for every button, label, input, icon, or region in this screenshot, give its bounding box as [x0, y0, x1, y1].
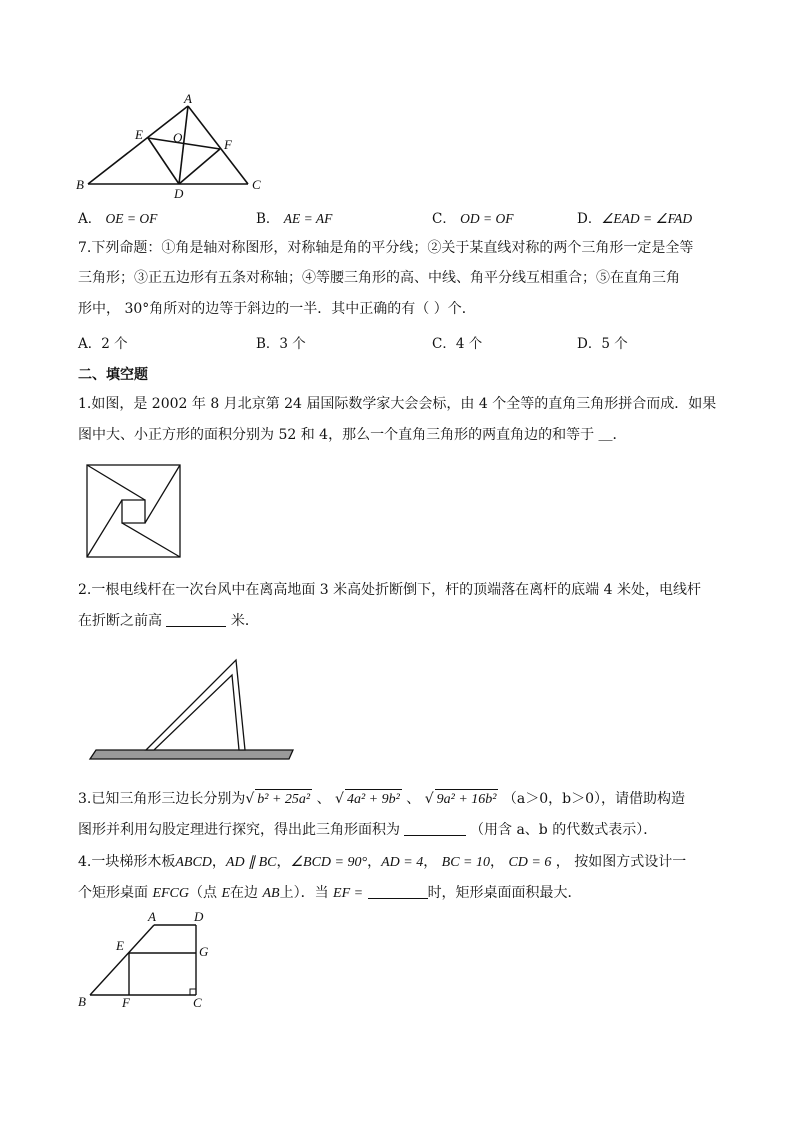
q6-option-c: C． OD = OF: [432, 211, 514, 227]
fig1-label-c: C: [252, 177, 261, 192]
fig1-label-o: O: [173, 130, 183, 145]
q3-root-2: 4a² + 9b²: [345, 789, 402, 810]
fig4-label-f: F: [122, 995, 130, 1010]
fig1-label-d: D: [174, 186, 184, 201]
fig4-label-d: D: [194, 909, 204, 924]
q3-root-1: b² + 25a²: [255, 789, 312, 810]
broken-pole-figure: [84, 652, 299, 767]
q7-option-a: A．2 个: [78, 336, 128, 352]
q4-line-2: 个矩形桌面 EFCG（点 E在边 AB上）．当 EF = 时，矩形桌面面积最大．: [78, 885, 582, 901]
fig1-label-a: A: [184, 92, 192, 106]
fig4-label-g: G: [199, 944, 209, 959]
q3-line-2: 图形并利用勾股定理进行探究，得出此三角形面积为 （用含 a、b 的代数式表示）．: [78, 822, 658, 838]
fig1-label-b: B: [76, 177, 84, 192]
fig1-label-e: E: [135, 127, 143, 142]
q3-root-3: 9a² + 16b²: [435, 789, 499, 810]
q7-line-1: 7.下列命题：①角是轴对称图形，对称轴是角的平分线；②关于某直线对称的两个三角形一定是全等: [78, 240, 694, 256]
fig4-label-b: B: [78, 994, 86, 1009]
q7-option-d: D．5 个: [577, 336, 628, 352]
q2-answer-blank[interactable]: [166, 612, 226, 627]
q6-option-b: B． AE = AF: [256, 211, 333, 227]
q7-line-3: 形中， 30°角所对的边等于斜边的一半．其中正确的有（ ）个．: [78, 301, 476, 317]
q7-option-b: B．3 个: [256, 336, 306, 352]
q7-option-c: C．4 个: [432, 336, 483, 352]
q4-line-1: 4.一块梯形木板ABCD，AD ∥ BC，∠BCD = 90°，AD = 4， BC = 10， CD = 6 ， 按如图方式设计一: [78, 854, 687, 870]
fig4-label-c: C: [193, 995, 202, 1010]
q1-line-1: 1.如图，是 2002 年 8 月北京第 24 届国际数学家大会会标，由 4 个全等的直角三角形拼合而成．如果: [78, 396, 717, 412]
fig4-label-a: A: [148, 909, 156, 924]
fig1-label-f: F: [224, 137, 232, 152]
trapezoid-figure: [74, 909, 219, 1011]
q2-line-2: 在折断之前高 米．: [78, 613, 259, 629]
fig4-label-e: E: [116, 938, 124, 953]
q4-answer-blank[interactable]: [368, 884, 428, 899]
q6-option-a: A． OE = OF: [78, 211, 158, 227]
q2-line-1: 2.一根电线杆在一次台风中在离高地面 3 米高处折断倒下，杆的顶端落在离杆的底端 4 米处，电线杆: [78, 582, 701, 598]
section-title-fill-in: 二、填空题: [78, 367, 148, 383]
q3-line-1: 3.已知三角形三边长分别为√ b² + 25a² 、 √ 4a² + 9b² 、 √ 9a² + 16b² （a＞0，b＞0），请借助构造: [78, 789, 685, 810]
triangle-figure-q6: [70, 92, 270, 202]
square-pinwheel-figure: [84, 462, 184, 562]
q1-line-2: 图中大、小正方形的面积分别为 52 和 4，那么一个直角三角形的两直角边的和等于 ＿．: [78, 427, 627, 443]
q6-option-d: D．∠EAD = ∠FAD: [577, 211, 693, 227]
q3-answer-blank[interactable]: [404, 821, 466, 836]
q7-line-2: 三角形；③正五边形有五条对称轴；④等腰三角形的高、中线、角平分线互相重合；⑤在直角三角: [78, 270, 680, 286]
